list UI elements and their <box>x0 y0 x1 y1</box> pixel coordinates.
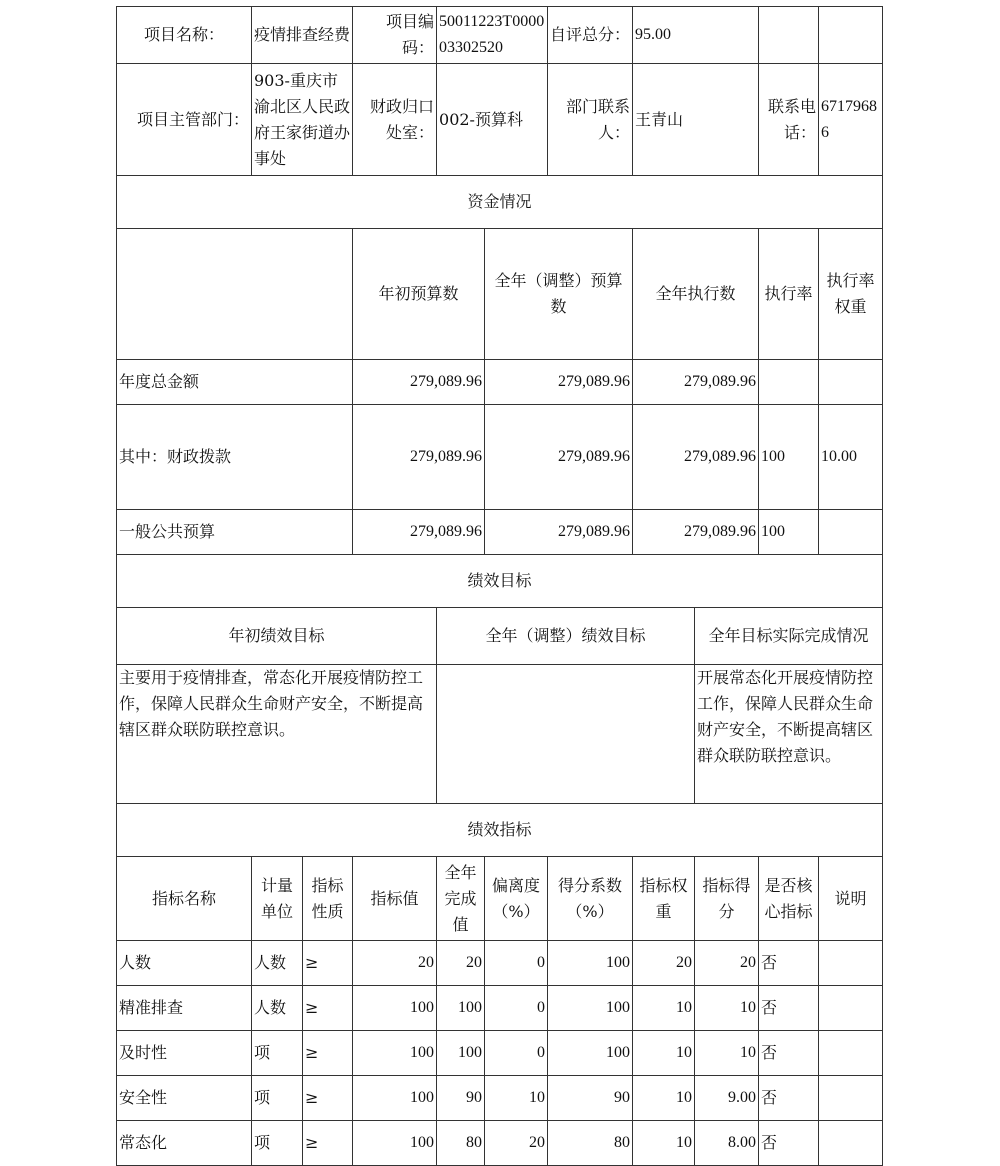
ind-coefficient: 100 <box>548 986 633 1031</box>
ind-done: 20 <box>437 941 485 986</box>
info-row-1 <box>117 7 883 64</box>
funds-row-rate <box>759 360 819 405</box>
project-code-label: 项目编码： <box>353 7 437 64</box>
ind-header-weight: 指标权重 <box>633 857 695 941</box>
ind-done: 80 <box>437 1121 485 1166</box>
ind-deviation: 0 <box>485 1031 548 1076</box>
info-row-2 <box>117 64 883 176</box>
ind-coefficient: 90 <box>548 1076 633 1121</box>
indicator-row <box>117 941 883 986</box>
funds-row-weight <box>819 360 883 405</box>
funds-row-executed: 279,089.96 <box>633 405 759 510</box>
funds-row-weight: 10.00 <box>819 405 883 510</box>
funds-header-blank <box>117 229 353 360</box>
ind-score: 9.00 <box>695 1076 759 1121</box>
funds-row <box>117 360 883 405</box>
ind-score: 8.00 <box>695 1121 759 1166</box>
ind-header-unit: 计量单位 <box>252 857 303 941</box>
ind-nature: ≥ <box>303 1031 353 1076</box>
phone-label: 联系电话： <box>759 64 819 176</box>
ind-nature: ≥ <box>303 986 353 1031</box>
goals-header-adjusted: 全年（调整）绩效目标 <box>437 608 695 665</box>
goals-section-title: 绩效目标 <box>117 555 883 608</box>
indicator-row <box>117 986 883 1031</box>
funds-row-label: 一般公共预算 <box>117 510 353 555</box>
ind-unit: 人数 <box>252 986 303 1031</box>
goals-content-row <box>117 665 883 804</box>
goals-adjusted-text <box>437 665 695 804</box>
phone-value: 67179686 <box>819 64 883 176</box>
ind-weight: 10 <box>633 986 695 1031</box>
ind-note <box>819 1031 883 1076</box>
ind-score: 10 <box>695 986 759 1031</box>
funds-row <box>117 405 883 510</box>
finance-office-value: 002-预算科 <box>437 64 548 176</box>
ind-done: 100 <box>437 986 485 1031</box>
finance-office-label: 财政归口处室： <box>353 64 437 176</box>
funds-header-weight: 执行率权重 <box>819 229 883 360</box>
funds-row-initial: 279,089.96 <box>353 510 485 555</box>
ind-deviation: 10 <box>485 1076 548 1121</box>
funds-header-adjusted: 全年（调整）预算数 <box>485 229 633 360</box>
ind-name: 精准排查 <box>117 986 252 1031</box>
ind-deviation: 0 <box>485 941 548 986</box>
ind-target: 100 <box>353 1031 437 1076</box>
ind-header-score: 指标得分 <box>695 857 759 941</box>
goals-section-row <box>117 555 883 608</box>
funds-row-rate: 100 <box>759 510 819 555</box>
ind-name: 安全性 <box>117 1076 252 1121</box>
funds-row-executed: 279,089.96 <box>633 360 759 405</box>
funds-section-title: 资金情况 <box>117 176 883 229</box>
dept-label: 项目主管部门： <box>117 64 252 176</box>
ind-header-name: 指标名称 <box>117 857 252 941</box>
empty-cell <box>759 7 819 64</box>
ind-header-done: 全年完成值 <box>437 857 485 941</box>
ind-deviation: 0 <box>485 986 548 1031</box>
ind-nature: ≥ <box>303 941 353 986</box>
project-code-value: 50011223T000003302520 <box>437 7 548 64</box>
ind-name: 常态化 <box>117 1121 252 1166</box>
ind-nature: ≥ <box>303 1121 353 1166</box>
ind-coefficient: 80 <box>548 1121 633 1166</box>
ind-header-deviation: 偏离度（%） <box>485 857 548 941</box>
indicators-section-title: 绩效指标 <box>117 804 883 857</box>
ind-score: 20 <box>695 941 759 986</box>
ind-name: 及时性 <box>117 1031 252 1076</box>
indicator-row <box>117 1031 883 1076</box>
funds-row <box>117 510 883 555</box>
funds-header-executed: 全年执行数 <box>633 229 759 360</box>
ind-weight: 20 <box>633 941 695 986</box>
contact-label: 部门联系人： <box>548 64 633 176</box>
project-name-value: 疫情排查经费 <box>252 7 353 64</box>
funds-row-initial: 279,089.96 <box>353 360 485 405</box>
funds-section-row <box>117 176 883 229</box>
funds-row-rate: 100 <box>759 405 819 510</box>
funds-row-adjusted: 279,089.96 <box>485 360 633 405</box>
contact-value: 王青山 <box>633 64 759 176</box>
ind-weight: 10 <box>633 1076 695 1121</box>
ind-header-coefficient: 得分系数（%） <box>548 857 633 941</box>
funds-header-initial: 年初预算数 <box>353 229 485 360</box>
self-score-value: 95.00 <box>633 7 759 64</box>
ind-note <box>819 941 883 986</box>
ind-coefficient: 100 <box>548 941 633 986</box>
project-name-label: 项目名称： <box>117 7 252 64</box>
goals-actual-text: 开展常态化开展疫情防控工作，保障人民群众生命财产安全，不断提高辖区群众联防联控意识。 <box>695 665 883 804</box>
goals-header-actual: 全年目标实际完成情况 <box>695 608 883 665</box>
funds-row-label: 年度总金额 <box>117 360 353 405</box>
ind-unit: 项 <box>252 1076 303 1121</box>
funds-header-rate: 执行率 <box>759 229 819 360</box>
ind-unit: 项 <box>252 1031 303 1076</box>
funds-row-adjusted: 279,089.96 <box>485 510 633 555</box>
ind-core: 否 <box>759 1031 819 1076</box>
ind-unit: 人数 <box>252 941 303 986</box>
ind-deviation: 20 <box>485 1121 548 1166</box>
ind-header-nature: 指标性质 <box>303 857 353 941</box>
empty-cell <box>819 7 883 64</box>
funds-row-initial: 279,089.96 <box>353 405 485 510</box>
ind-header-target: 指标值 <box>353 857 437 941</box>
ind-note <box>819 1121 883 1166</box>
ind-note <box>819 1076 883 1121</box>
ind-core: 否 <box>759 1121 819 1166</box>
funds-row-weight <box>819 510 883 555</box>
ind-weight: 10 <box>633 1121 695 1166</box>
ind-note <box>819 986 883 1031</box>
ind-core: 否 <box>759 1076 819 1121</box>
ind-target: 100 <box>353 986 437 1031</box>
indicators-section-row <box>117 804 883 857</box>
ind-name: 人数 <box>117 941 252 986</box>
indicator-row <box>117 1076 883 1121</box>
self-score-label: 自评总分： <box>548 7 633 64</box>
ind-header-core: 是否核心指标 <box>759 857 819 941</box>
ind-done: 90 <box>437 1076 485 1121</box>
ind-unit: 项 <box>252 1121 303 1166</box>
funds-row-adjusted: 279,089.96 <box>485 405 633 510</box>
funds-row-executed: 279,089.96 <box>633 510 759 555</box>
ind-target: 100 <box>353 1076 437 1121</box>
ind-weight: 10 <box>633 1031 695 1076</box>
performance-evaluation-table <box>116 6 883 1166</box>
funds-row-label: 其中：财政拨款 <box>117 405 353 510</box>
ind-core: 否 <box>759 986 819 1031</box>
indicator-row <box>117 1121 883 1166</box>
ind-core: 否 <box>759 941 819 986</box>
ind-target: 20 <box>353 941 437 986</box>
ind-coefficient: 100 <box>548 1031 633 1076</box>
ind-nature: ≥ <box>303 1076 353 1121</box>
goals-header-row <box>117 608 883 665</box>
goals-header-initial: 年初绩效目标 <box>117 608 437 665</box>
ind-done: 100 <box>437 1031 485 1076</box>
indicators-header-row <box>117 857 883 941</box>
ind-score: 10 <box>695 1031 759 1076</box>
goals-initial-text: 主要用于疫情排查，常态化开展疫情防控工作，保障人民群众生命财产安全，不断提高辖区群众联防联控意识。 <box>117 665 437 804</box>
ind-header-note: 说明 <box>819 857 883 941</box>
funds-header-row <box>117 229 883 360</box>
dept-value: 903-重庆市渝北区人民政府王家街道办事处 <box>252 64 353 176</box>
ind-target: 100 <box>353 1121 437 1166</box>
